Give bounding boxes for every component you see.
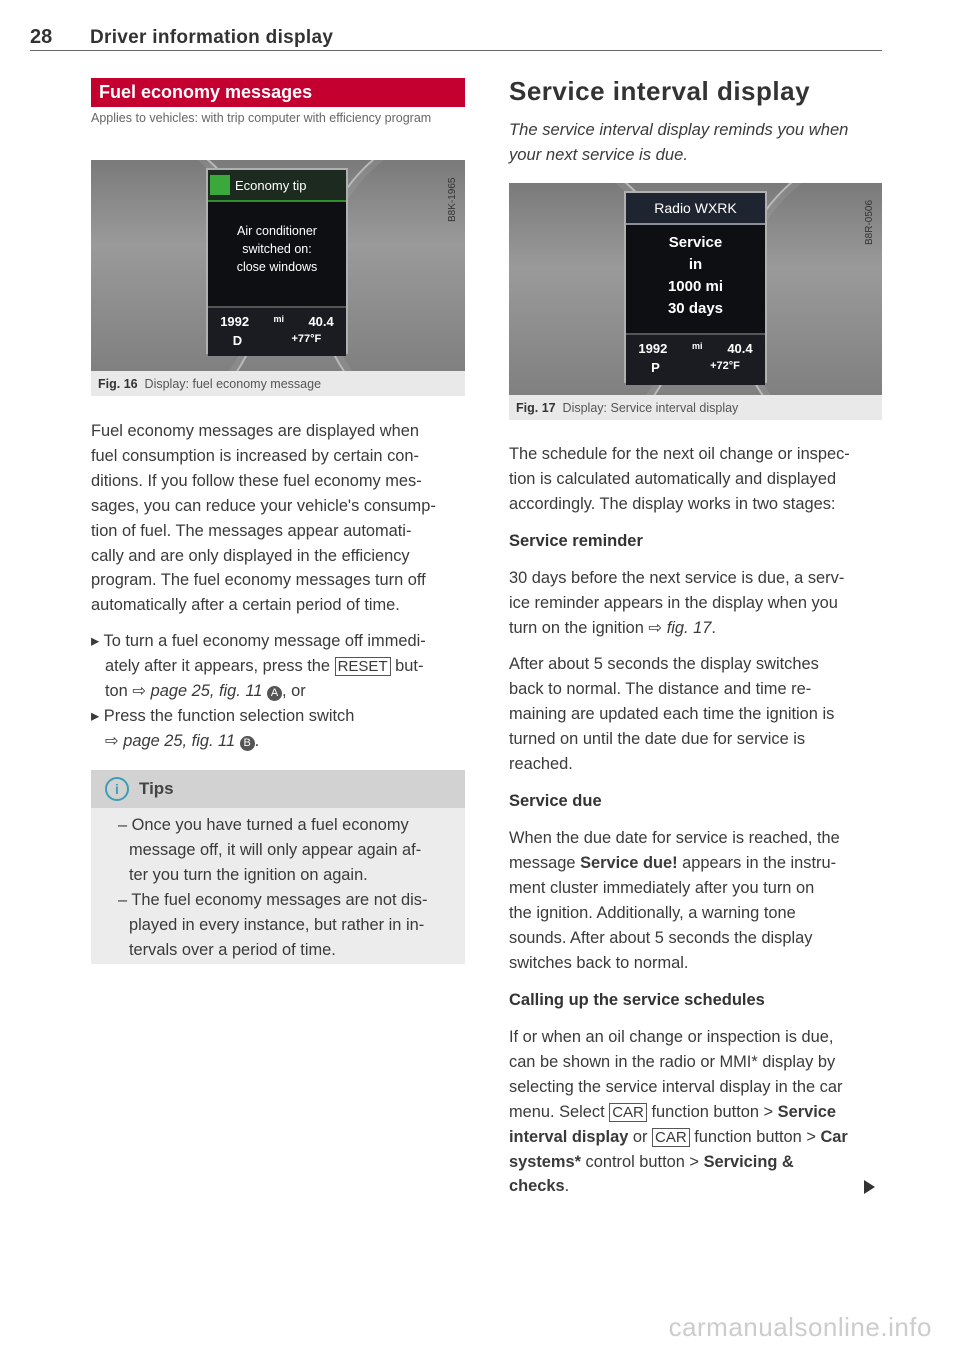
- tip-line: ter you turn the ignition on again.: [129, 865, 368, 884]
- odometer: 1992: [638, 341, 668, 356]
- msg-line: in: [688, 256, 703, 273]
- car-button-label: CAR: [652, 1128, 690, 1147]
- text-line: control button >: [581, 1152, 704, 1171]
- heading-service-reminder: Service reminder: [509, 532, 643, 550]
- text-line: When the due date for service is reached, the: [509, 829, 840, 847]
- text-line: program. The fuel economy messages turn off: [91, 571, 426, 590]
- schedule-paragraph: [509, 442, 882, 517]
- leaf-icon: [210, 175, 230, 195]
- display-screen: [206, 168, 348, 354]
- msg-line: 1000 mi: [667, 278, 724, 295]
- text-line: turn on the ignition: [509, 618, 649, 637]
- text-line: can be shown in the radio or MMI* display by: [509, 1052, 836, 1071]
- page-reference-link[interactable]: ⇨ page 25, fig. 11: [132, 681, 263, 700]
- instrument-cluster-image: [509, 183, 882, 395]
- text-line: the ignition. Additionally, a warning tone: [509, 903, 796, 922]
- reminder-paragraph: [509, 566, 882, 641]
- watermark: carmanualsonline.info: [668, 1312, 932, 1342]
- tip-line: – Once you have turned a fuel economy: [118, 816, 409, 834]
- gear: P: [651, 360, 660, 375]
- text-line: appears in the instru-: [677, 853, 837, 872]
- screen-status: [626, 333, 765, 385]
- text-line: function button >: [689, 1127, 821, 1146]
- odometer: 1992: [220, 314, 250, 329]
- text-line: your next service is due.: [509, 144, 688, 164]
- text-line: reached.: [509, 754, 573, 773]
- display-screen: [624, 191, 767, 383]
- tips-list: [91, 808, 465, 962]
- text-line: To turn a fuel economy message off immedi-: [103, 632, 426, 650]
- screen-title: Economy tip: [235, 177, 307, 193]
- figure-code: B8K-1965: [447, 177, 458, 222]
- text-line: accordingly. The display works in two stages:: [509, 494, 836, 513]
- tip-line: tervals over a period of time.: [129, 940, 336, 959]
- text-line: tion of fuel. The messages appear automati-: [91, 521, 412, 540]
- text-line: .: [711, 618, 716, 637]
- heading-calling-up: Calling up the service schedules: [509, 991, 765, 1009]
- text-line: .: [564, 1177, 570, 1196]
- fuel-economy-paragraph: [91, 419, 465, 618]
- after-seconds-paragraph: [509, 652, 882, 777]
- caption-text: Display: fuel economy message: [144, 377, 322, 391]
- text-line: function button >: [646, 1102, 778, 1121]
- tips-header: [91, 770, 465, 808]
- figure-caption: [98, 377, 321, 391]
- continue-arrow-icon: [864, 1180, 875, 1194]
- bullet-reset: [91, 629, 471, 704]
- bullet-function-switch: ▸ Press the function selection switch ⇨ page 25, fig. 11 B .: [91, 707, 355, 750]
- figure-code: B8R-0506: [864, 199, 875, 245]
- caption-label: Fig. 17: [516, 401, 556, 415]
- text-line: Press the function selection switch: [103, 707, 355, 725]
- service-due-paragraph: [509, 826, 882, 975]
- text-line: sounds. After about 5 seconds the display: [509, 928, 813, 947]
- tip-line: message off, it will only appear again af-: [129, 840, 422, 859]
- running-title: Driver information display: [90, 27, 334, 48]
- page-reference-link[interactable]: ⇨ page 25, fig. 11: [105, 731, 236, 750]
- text-line: tion is calculated automatically and displayed: [509, 469, 837, 488]
- heading-service-due: Service due: [509, 792, 602, 810]
- menu-term: checks: [509, 1177, 565, 1196]
- text-line: Fuel economy messages are displayed when: [91, 422, 419, 440]
- info-icon: i: [105, 777, 129, 801]
- text-line: or: [628, 1127, 653, 1146]
- msg-line: 30 days: [667, 300, 724, 317]
- marker-a-icon: A: [267, 686, 282, 701]
- service-message: [626, 232, 765, 320]
- msg-line: switched on:: [242, 242, 312, 256]
- calling-up-paragraph: [509, 1025, 882, 1199]
- text-line: switches back to normal.: [509, 953, 689, 972]
- unit: mi: [273, 314, 285, 324]
- gear: D: [232, 333, 243, 348]
- figure-17: [509, 183, 882, 420]
- menu-term: Servicing &: [703, 1152, 794, 1171]
- reset-button-label: RESET: [335, 657, 391, 676]
- msg-line: Service: [668, 234, 723, 251]
- text-line: , or: [281, 681, 306, 700]
- text-line: turned on until the date due for service is: [509, 729, 806, 748]
- text-line: automatically after a certain period of time.: [91, 596, 400, 615]
- text-line: cally and are only displayed in the efficiency: [91, 546, 410, 565]
- screen-title-bar: [208, 170, 346, 202]
- page-header: [30, 26, 882, 51]
- text-line: but-: [390, 656, 424, 675]
- bullet-arrow-icon: ▸: [91, 707, 100, 725]
- text-line: ice reminder appears in the display when you: [509, 593, 838, 612]
- tips-box: [91, 770, 465, 964]
- temperature: +72°F: [710, 360, 740, 372]
- text-line: selecting the service interval display in the car: [509, 1077, 843, 1096]
- section-intro: [509, 118, 882, 168]
- text-line: message: [509, 853, 581, 872]
- text-line: If or when an oil change or inspection is due,: [509, 1028, 834, 1046]
- figure-caption: [516, 401, 738, 415]
- caption-label: Fig. 16: [98, 377, 138, 391]
- text-line: maining are updated each time the ignition is: [509, 704, 835, 723]
- text-line: After about 5 seconds the display switches: [509, 655, 819, 673]
- bullet-arrow-icon: ▸: [91, 632, 100, 650]
- page-number: 28: [30, 26, 53, 48]
- section-title-fuel-economy: Fuel economy messages: [91, 78, 465, 107]
- caption-text: Display: Service interval display: [562, 401, 739, 415]
- car-button-label: CAR: [609, 1103, 647, 1122]
- text-line: ately after it appears, press the: [105, 656, 335, 675]
- trip: 40.4: [308, 314, 334, 329]
- figure-16: [91, 160, 465, 396]
- text-line: ton: [105, 681, 133, 700]
- msg-line: close windows: [236, 260, 318, 274]
- trip: 40.4: [727, 341, 753, 356]
- text-line: sages, you can reduce your vehicle's consump-: [91, 496, 436, 515]
- menu-term: Car: [820, 1127, 848, 1146]
- screen-message: [208, 222, 346, 276]
- msg-line: Air conditioner: [237, 224, 317, 238]
- service-due-term: Service due!: [580, 853, 678, 872]
- text-line: menu. Select: [509, 1102, 610, 1121]
- screen-status: [208, 306, 346, 356]
- unit: mi: [692, 341, 703, 351]
- text-line: The schedule for the next oil change or inspec-: [509, 445, 850, 463]
- section-title-service-interval: Service interval display: [509, 76, 811, 106]
- menu-term: systems*: [509, 1152, 581, 1171]
- temperature: +77°F: [291, 333, 322, 345]
- applies-to-note: Applies to vehicles: with trip computer with efficiency program: [91, 111, 432, 125]
- menu-term: interval display: [509, 1127, 629, 1146]
- text-line: back to normal. The distance and time re-: [509, 679, 812, 698]
- marker-b-icon: B: [240, 736, 255, 751]
- tip-line: played in every instance, but rather in in-: [129, 915, 425, 934]
- fig-reference-link[interactable]: ⇨ fig. 17: [648, 618, 712, 637]
- tip-line: – The fuel economy messages are not dis-: [118, 890, 428, 909]
- text-line: The service interval display reminds you when: [509, 120, 849, 139]
- text-line: 30 days before the next service is due, a serv-: [509, 569, 845, 587]
- text-line: ditions. If you follow these fuel economy mes-: [91, 471, 422, 490]
- screen-title-bar: Radio WXRK: [626, 193, 765, 225]
- instrument-cluster-image: [91, 160, 465, 371]
- tips-title: Tips: [139, 779, 174, 798]
- text-line: fuel consumption is increased by certain con-: [91, 446, 419, 465]
- menu-term: Service: [777, 1102, 836, 1121]
- text-line: ment cluster immediately after you turn on: [509, 878, 815, 897]
